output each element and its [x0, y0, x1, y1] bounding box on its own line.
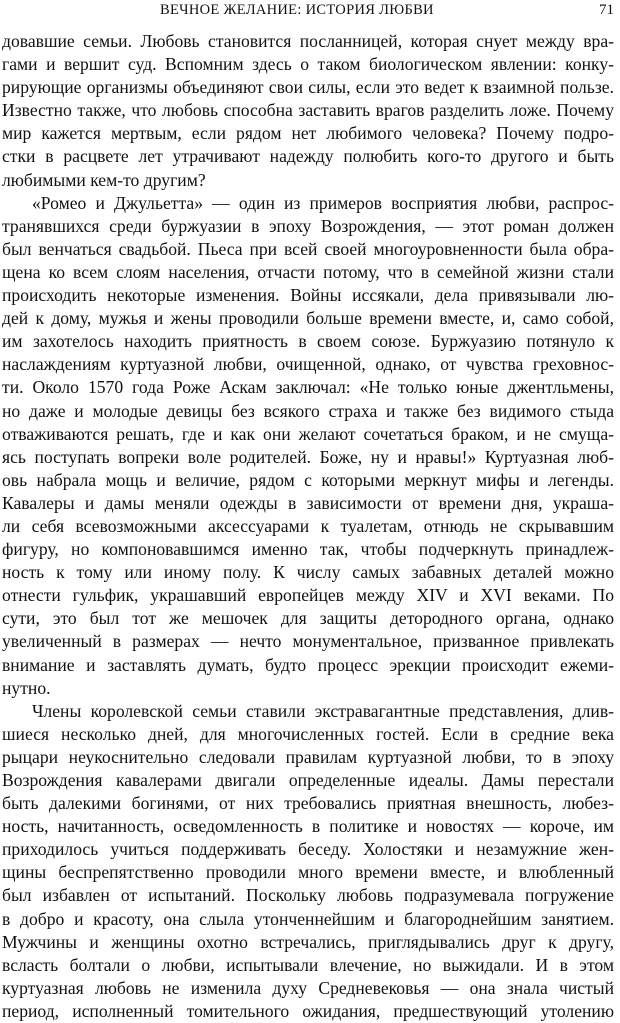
text-line: сути, это был тот же мешочек для защиты детородного органа, однако — [2, 608, 614, 629]
text-line: овь набрала мощь и величие, рядом с которыми меркнут мифы и легенды. — [2, 469, 614, 490]
body-text — [2, 30, 614, 1023]
text-line: Члены королевской семьи ставили экстравагантные представления, длив- — [32, 700, 614, 721]
text-line: ясь поступать вопреки воле родителей. Боже, ну и нравы!» Куртуазная люб- — [2, 446, 614, 467]
text-line: транявшихся среди буржуазии в эпоху Возрождения, — этот роман должен — [2, 215, 614, 236]
text-line: был избавлен от испытаний. Поскольку любовь подразумевала погружение — [2, 885, 614, 906]
text-line: ли себя всевозможными аксессуарами к туалетам, отнюдь не скрывавшим — [2, 515, 614, 536]
text-line: был венчаться свадьбой. Пьеса при всей своей многоуровненности была обра- — [2, 238, 614, 259]
text-line: довавшие семьи. Любовь становится посланницей, которая снует между вра- — [2, 31, 614, 51]
text-line: период, исполненный томительного ожидания, предшествующий утолению — [2, 1000, 614, 1021]
text-line: куртуазная любовь не изменила духу Средневековья — она знала чистый — [2, 977, 614, 998]
text-line: внимание и заставлять думать, будто процесс эрекции происходит ежеми- — [2, 654, 614, 675]
page-number: 71 — [599, 2, 614, 18]
text-line: но даже и молодые девицы без всякого страха и также без видимого стыда — [2, 400, 614, 421]
text-line: ность, начитанность, осведомленность в политике и новостях — короче, им — [2, 816, 614, 837]
page-header — [0, 2, 620, 22]
text-line: гами и вершит суд. Вспомним здесь о таком биологическом явлении: конку- — [2, 54, 614, 75]
text-line: щины беспрепятственно проводили много времени вместе, и влюбленный — [2, 862, 614, 883]
text-line: им захотелось находить приятность в своем союзе. Буржуазию потянуло к — [2, 331, 614, 352]
text-line: стки в расцвете лет утрачивают надежду полюбить кого-то другого и быть — [2, 146, 614, 167]
text-line: дей к дому, мужья и жены проводили больше времени вместе, и, само собой, — [2, 308, 614, 329]
text-line: всласть болтали о любви, испытывали влечение, но выжидали. И в этом — [2, 954, 614, 975]
text-line: мир кажется мертвым, если рядом нет любимого человека? Почему подро- — [2, 123, 614, 144]
text-line: Мужчины и женщины охотно встречались, приглядывались друг к другу, — [2, 931, 614, 952]
text-line: рыцари неукоснительно следовали правилам куртуазной любви, то в эпоху — [2, 746, 614, 767]
text-line: Кавалеры и дамы меняли одежды в зависимости от времени дня, украша- — [2, 492, 614, 513]
running-head: ВЕЧНОЕ ЖЕЛАНИЕ: ИСТОРИЯ ЛЮБВИ — [160, 2, 434, 18]
text-line: Известно также, что любовь способна заставить врагов разделить ложе. Почему — [2, 100, 614, 121]
text-line: шиеся несколько дней, для многочисленных гостей. Если в средние века — [2, 723, 614, 744]
text-line: наслаждениям куртуазной любви, очищенной, однако, от чувства греховнос- — [2, 354, 614, 375]
text-line: ти. Около 1570 года Роже Аскам заключал: «Не только юные джентльмены, — [2, 377, 614, 398]
text-line: отваживаются решать, где и как они желают сочетаться браком, и не смуща- — [2, 423, 614, 444]
text-line: любимыми кем-то другим? — [2, 169, 206, 190]
text-line: щена ко всем слоям населения, отчасти потому, что в семейной жизни стали — [2, 261, 614, 282]
text-line: фигуру, но компоновавшимся именно так, чтобы подчеркнуть принадлеж- — [2, 539, 614, 560]
text-line: «Ромео и Джульетта» — один из примеров восприятия любви, распрос- — [32, 192, 614, 213]
text-line: приходилось учиться поддерживать беседу. Холостяки и незамужние жен- — [2, 839, 614, 860]
text-line: быть далекими богинями, от них требовались приятная внешность, любез- — [2, 793, 614, 814]
text-line: происходить некоторые изменения. Войны иссякали, дела привязывали лю- — [2, 285, 614, 306]
text-line: нутно. — [2, 677, 51, 698]
text-line: Возрождения кавалерами двигали определенные идеалы. Дамы перестали — [2, 770, 614, 790]
text-line: ность к тому или иному полу. К числу самых забавных деталей можно — [2, 562, 614, 583]
text-line: отнести гульфик, украшавший европейцев между XIV и XVI веками. По — [2, 585, 614, 606]
text-line: в добро и красоту, она слыла утонченнейшим и благороднейшим занятием. — [2, 908, 614, 929]
text-line: рирующие организмы объединяют свои силы, если это ведет к взаимной пользе. — [2, 77, 614, 98]
text-line: увеличенный в размерах — нечто монументальное, призванное привлекать — [2, 631, 614, 652]
